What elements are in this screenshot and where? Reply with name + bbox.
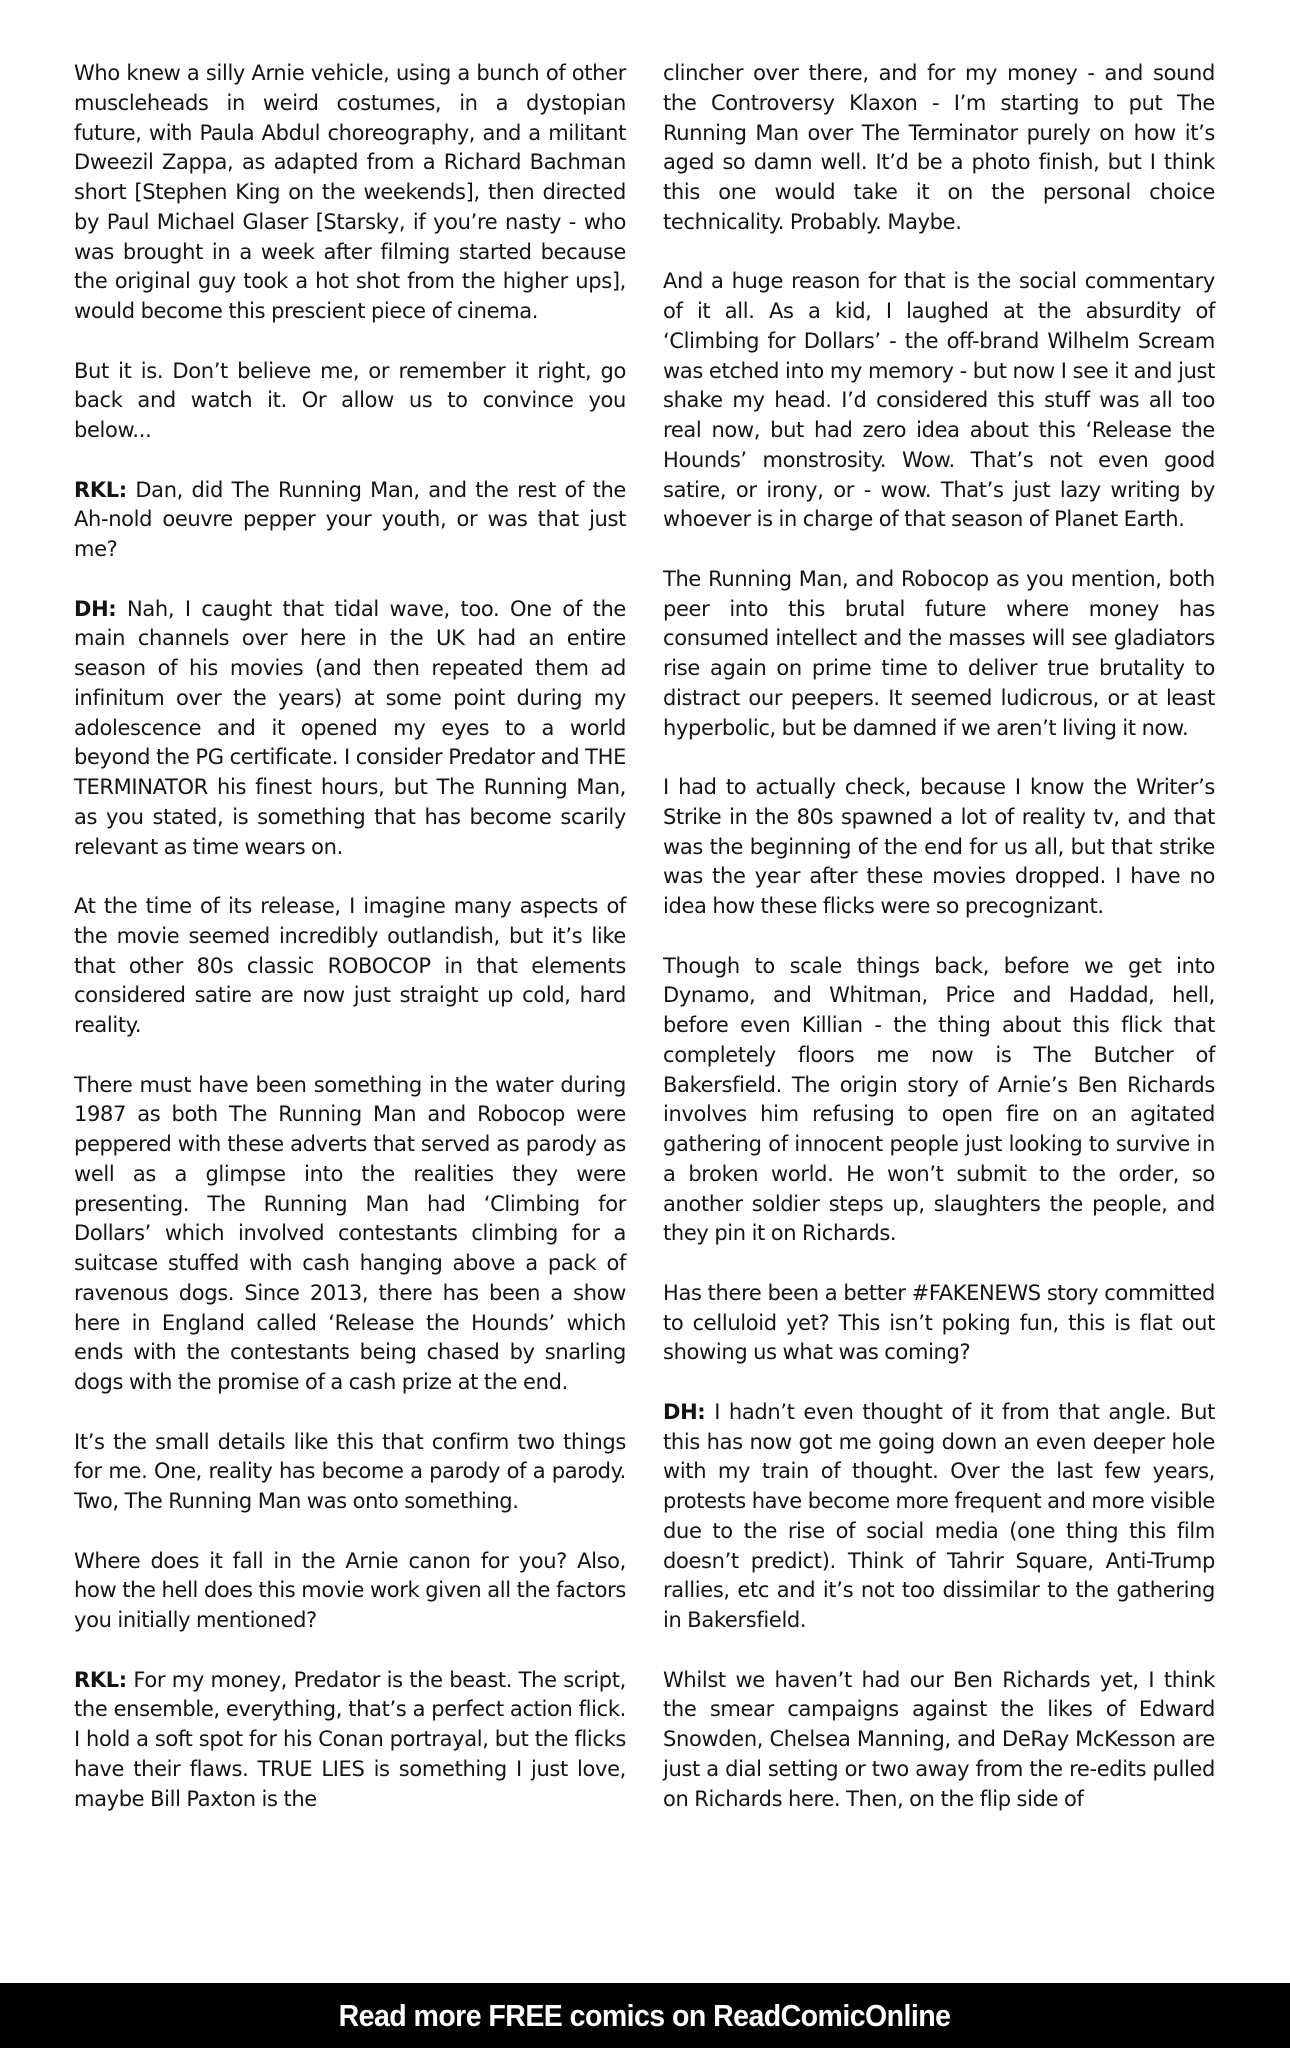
paragraph-text: There must have been something in the water during 1987 as both The Running Man and Robocop were peppered with these adverts that served as parody as well as a glimpse into the realities they were presenting. The Running Man had ‘Climbing for Dollars’ which involved contestants climbing for a suitcase stuffed with cash hanging above a pack of ravenous dogs. Since 2013, there has been a show here in England called ‘Release the Hounds’ which ends with the contestants being chased by snarling dogs with the promise of a cash prize at the end. — [74, 1072, 626, 1394]
paragraph — [663, 1398, 1215, 1636]
paragraph-text: For my money, Predator is the beast. The script, the ensemble, everything, that’s a perfect action flick. I hold a soft spot for his Conan portrayal, but the flicks have their flaws. TRUE LIES is something I just love, maybe Bill Paxton is the — [74, 1667, 626, 1811]
paragraph — [74, 595, 626, 863]
speaker-label: RKL: — [74, 1667, 127, 1692]
footer-banner[interactable] — [0, 1983, 1290, 2048]
paragraph — [663, 59, 1215, 238]
paragraph-text: But it is. Don’t believe me, or remember it right, go back and watch it. Or allow us to convince you below... — [74, 358, 626, 442]
paragraph — [74, 1547, 626, 1636]
paragraph-text: Nah, I caught that tidal wave, too. One of the main channels over here in the UK had an entire season of his movies (and then repeated them ad infinitum over the years) at some point during my adolescence and it opened my eyes to a world beyond the PG certificate. I consider Predator and THE TERMINATOR his finest hours, but The Running Man, as you stated, is something that has become scarily relevant as time wears on. — [74, 596, 626, 859]
paragraph-text: It’s the small details like this that confirm two things for me. One, reality has become a parody of a parody. Two, The Running Man was onto something. — [74, 1429, 626, 1513]
paragraph — [663, 565, 1215, 744]
paragraph — [74, 1666, 626, 1815]
paragraph-text: Has there been a better #FAKENEWS story committed to celluloid yet? This isn’t poking fun, this is flat out showing us what was coming? — [663, 1280, 1215, 1365]
paragraph — [663, 1666, 1215, 1815]
paragraph-text: Though to scale things back, before we get into Dynamo, and Whitman, Price and Haddad, hell, before even Killian - the thing about this flick that completely floors me now is The Butcher of Bakersfield. The origin story of Arnie’s Ben Richards involves him refusing to open fire on an agitated gathering of innocent people just looking to survive in a broken world. He won’t submit to the order, so another soldier steps up, slaughters the people, and they pin it on Richards. — [663, 953, 1215, 1246]
speaker-label: DH: — [663, 1399, 706, 1424]
paragraph — [74, 892, 626, 1041]
paragraph-text: Where does it fall in the Arnie canon for you? Also, how the hell does this movie work given all the factors you initially mentioned? — [74, 1548, 626, 1632]
paragraph-text: Dan, did The Running Man, and the rest of the Ah-nold oeuvre pepper your youth, or was that just me? — [74, 477, 626, 561]
paragraph — [663, 1279, 1215, 1368]
paragraph — [663, 952, 1215, 1250]
paragraph — [663, 773, 1215, 922]
paragraph — [663, 267, 1215, 535]
read-more-link[interactable]: Read more FREE comics on ReadComicOnline — [339, 1997, 951, 2033]
paragraph-text: Who knew a silly Arnie vehicle, using a bunch of other muscleheads in weird costumes, in a dystopian future, with Paula Abdul choreography, and a militant Dweezil Zappa, as adapted from a Richard Bachman short [Stephen King on the weekends], then directed by Paul Michael Glaser [Starsky, if you’re nasty - who was brought in a week after filming started because the original guy took a hot shot from the higher ups], would become this prescient piece of cinema. — [74, 61, 626, 323]
paragraph — [74, 357, 626, 446]
paragraph — [74, 1428, 626, 1517]
speaker-label: DH: — [74, 596, 117, 621]
paragraph — [74, 1071, 626, 1398]
paragraph-text: clincher over there, and for my money - and sound the Controversy Klaxon - I’m starting to put The Running Man over The Terminator purely on how it’s aged so damn well. It’d be a photo finish, but I think this one would take it on the personal choice technicality. Probably. Maybe. — [663, 61, 1215, 234]
article-column-right — [663, 59, 1215, 1844]
paragraph-text: Whilst we haven’t had our Ben Richards yet, I think the smear campaigns against the likes of Edward Snowden, Chelsea Manning, and DeRay McKesson are just a dial setting or two away from the re-edits pulled on Richards here. Then, on the flip side of — [663, 1667, 1215, 1811]
article-column-left — [74, 59, 626, 1844]
paragraph-text: And a huge reason for that is the social commentary of it all. As a kid, I laughed at the absurdity of ‘Climbing for Dollars’ - the off-brand Wilhelm Scream was etched into my memory - but now I see it and just shake my head. I’d considered this stuff was all too real now, but had zero idea about this ‘Release the Hounds’ monstrosity. Wow. That’s not even good satire, or irony, or - wow. That’s just lazy writing by whoever is in charge of that season of Planet Earth. — [663, 269, 1215, 532]
paragraph-text: I had to actually check, because I know the Writer’s Strike in the 80s spawned a lot of reality tv, and that was the beginning of the end for us all, but that strike was the year after these movies dropped. I have no idea how these flicks were so precognizant. — [663, 775, 1215, 918]
paragraph-text: The Running Man, and Robocop as you mention, both peer into this brutal future where money has consumed intellect and the masses will see gladiators rise again on prime time to deliver true brutality to distract our peepers. It seemed ludicrous, or at least hyperbolic, but be damned if we aren’t living it now. — [663, 566, 1215, 740]
paragraph-text: I hadn’t even thought of it from that angle. But this has now got me going down an even deeper hole with my train of thought. Over the last few years, protests have become more frequent and more visible due to the rise of social media (one thing this film doesn’t predict). Think of Tahrir Square, Anti-Trump rallies, etc and it’s not too dissimilar to the gathering in Bakersfield. — [663, 1399, 1215, 1632]
speaker-label: RKL: — [74, 477, 127, 502]
paragraph — [74, 476, 626, 565]
paragraph-text: At the time of its release, I imagine many aspects of the movie seemed incredibly outlandish, but it’s like that other 80s classic ROBOCOP in that elements considered satire are now just straight up cold, hard reality. — [74, 894, 626, 1037]
paragraph — [74, 59, 626, 327]
